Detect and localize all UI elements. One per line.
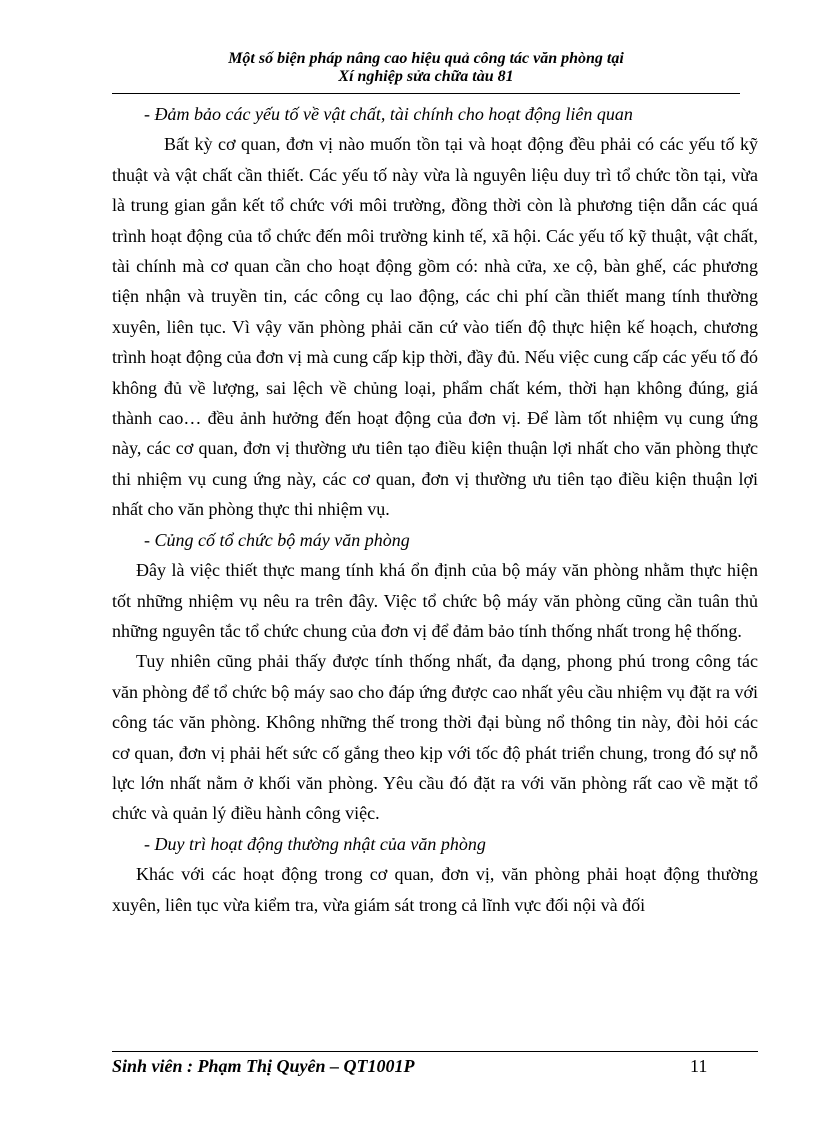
section-heading-organization: - Củng cố tổ chức bộ máy văn phòng — [144, 529, 410, 550]
paragraph-materials: Bất kỳ cơ quan, đơn vị nào muốn tồn tại và hoạt động đều phải có các yếu tố kỹ thuật và vật chất cần thiết. Các yếu tố này vừa là nguyên liệu duy trì tổ chức tồn tại, vừa là trung gian gắn kết tổ chức với môi trường, đồng thời còn là phương tiện dẫn các quá trình hoạt động của tổ chức đến môi trường kinh tế, xã hội. Các yếu tố kỹ thuật, vật chất, tài chính mà cơ quan cần cho hoạt động gồm có: nhà cửa, xe cộ, bàn ghế, các phương tiện nhận và truyền tin, các công cụ lao động, các chi phí cần thiết mang tính thường xuyên, liên tục. Vì vậy văn phòng phải căn cứ vào tiến độ thực hiện kế hoạch, chương trình hoạt động của đơn vị mà cung cấp kịp thời, đầy đủ. Nếu việc cung cấp các yếu tố đó không đủ về lượng, sai lệch về chủng loại, phẩm chất kém, thời hạn không đúng, giá thành cao… đều ảnh hưởng đến hoạt động của đơn vị. Để làm tốt nhiệm vụ cung ứng này, các cơ quan, đơn vị thường ưu tiên tạo điều kiện thuận lợi nhất cho văn phòng thực thi nhiệm vụ cung ứng này, các cơ quan, đơn vị thường ưu tiên tạo điều kiện thuận lợi nhất cho văn phòng thực thi nhiệm vụ. — [112, 134, 758, 520]
header-title-line-2: Xí nghiệp sửa chữa tàu 81 — [338, 68, 514, 85]
footer-author: Sinh viên : Phạm Thị Quyên – QT1001P — [112, 1056, 415, 1076]
page-number: 11 — [690, 1056, 708, 1076]
page-body — [112, 99, 758, 920]
page-header — [112, 50, 740, 86]
paragraph-organization-2: Tuy nhiên cũng phải thấy được tính thống nhất, đa dạng, phong phú trong công tác văn phòng để tổ chức bộ máy sao cho đáp ứng được cao nhất yêu cầu nhiệm vụ đặt ra với công tác văn phòng. Không những thế trong thời đại bùng nổ thông tin này, đòi hỏi các cơ quan, đơn vị phải hết sức cố gắng theo kịp với tốc độ phát triển chung, trong đó sự nỗ lực lớn nhất nằm ở khối văn phòng. Yêu cầu đó đặt ra với văn phòng rất cao về mặt tổ chức và quản lý điều hành công việc. — [112, 651, 758, 824]
header-divider — [112, 93, 740, 94]
page-footer — [112, 1055, 758, 1077]
paragraph-organization-1: Đây là việc thiết thực mang tính khá ổn định của bộ máy văn phòng nhằm thực hiện tốt những nhiệm vụ nêu ra trên đây. Việc tổ chức bộ máy văn phòng cũng cần tuân thủ những nguyên tắc tổ chức chung của đơn vị để đảm bảo tính thống nhất trong hệ thống. — [112, 560, 758, 641]
paragraph-daily-operations: Khác với các hoạt động trong cơ quan, đơn vị, văn phòng phải hoạt động thường xuyên, liên tục vừa kiểm tra, vừa giám sát trong cả lĩnh vực đối nội và đối — [112, 864, 758, 915]
header-title-line-1: Một số biện pháp nâng cao hiệu quả công tác văn phòng tại — [228, 50, 624, 67]
footer-divider — [112, 1051, 758, 1052]
section-heading-materials: - Đảm bảo các yếu tố về vật chất, tài chính cho hoạt động liên quan — [144, 104, 633, 124]
section-heading-daily-operations: - Duy trì hoạt động thường nhật của văn phòng — [144, 833, 486, 854]
